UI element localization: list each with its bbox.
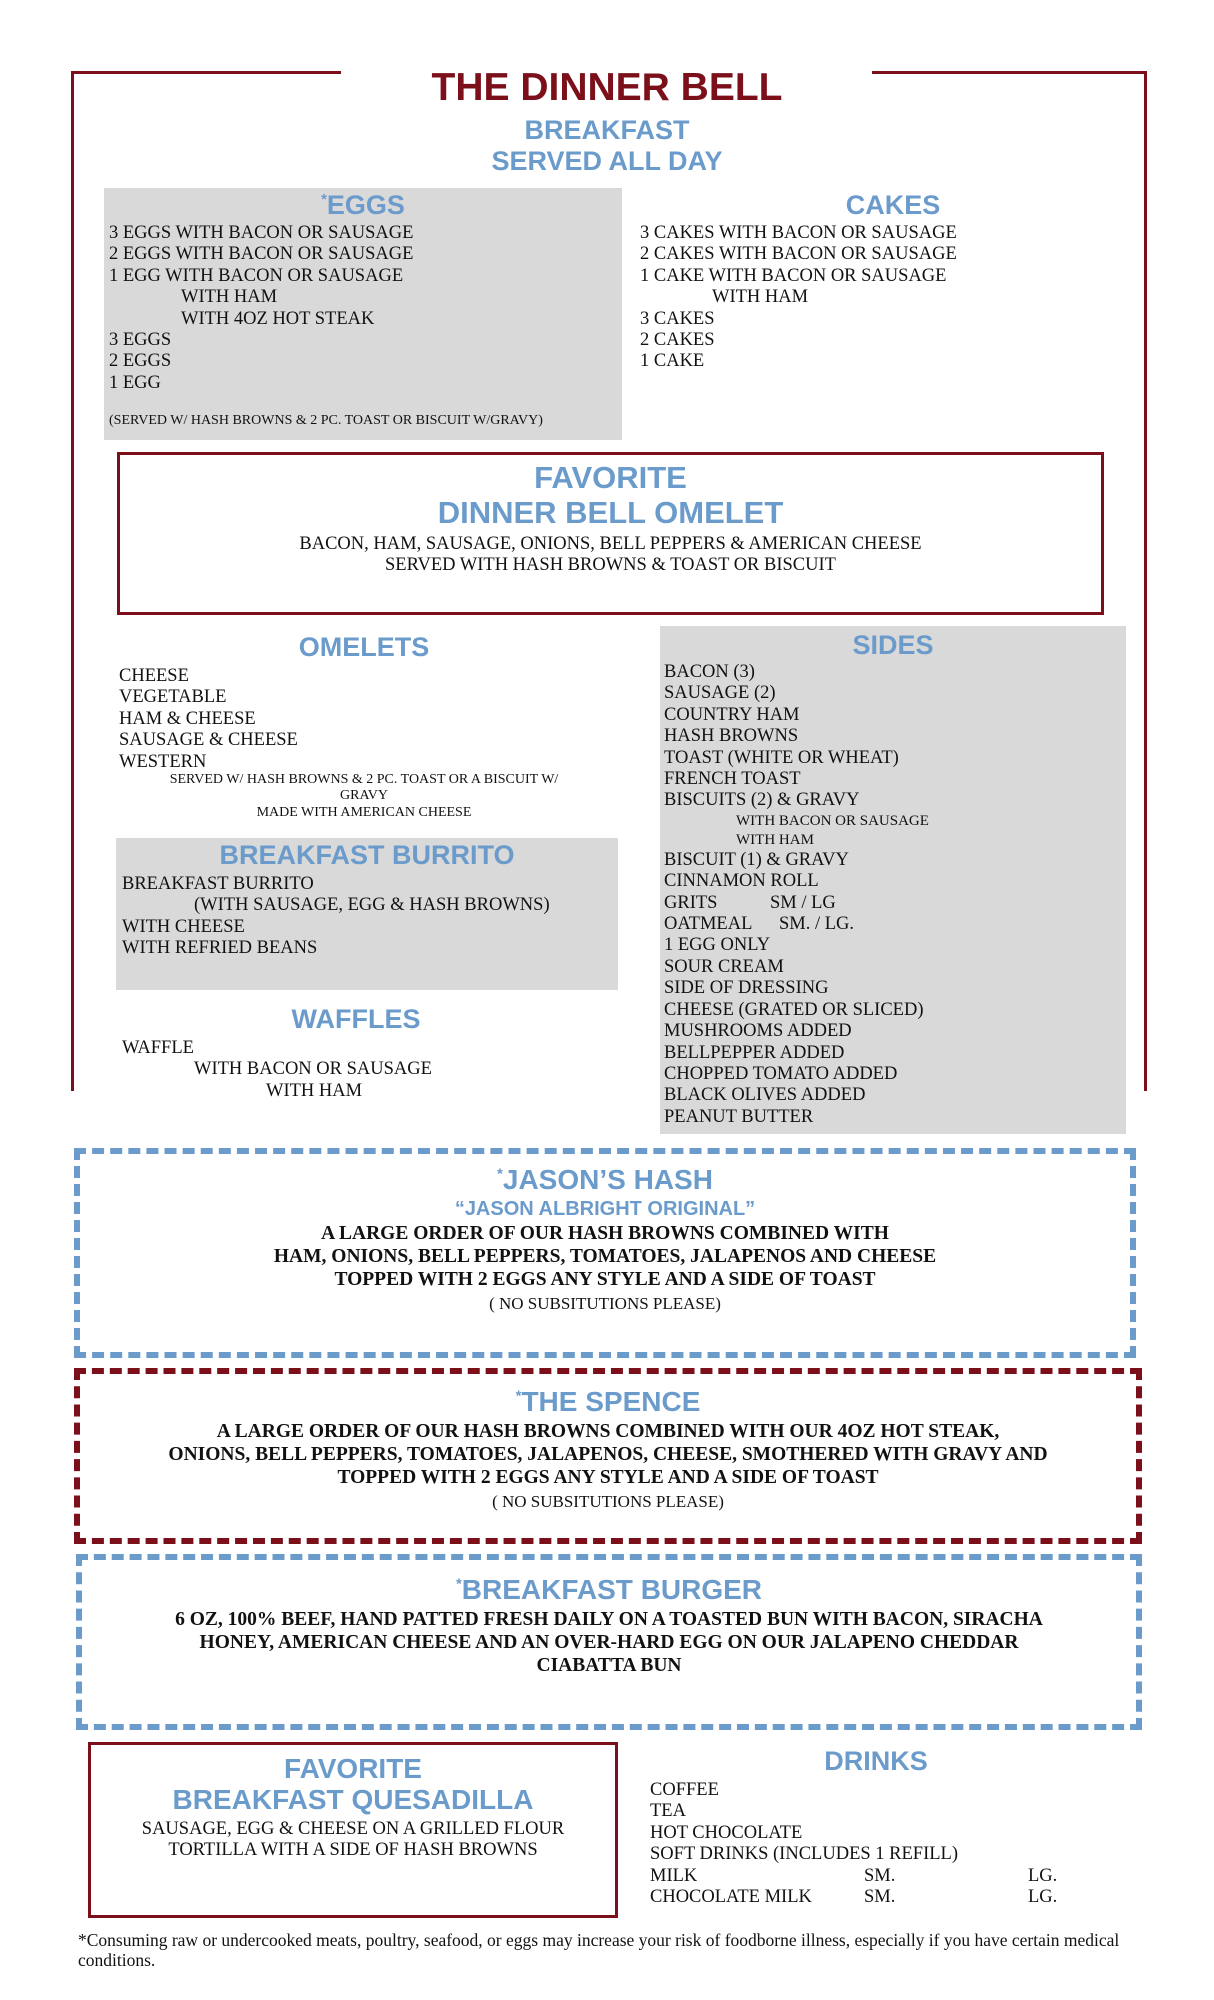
omelets-list <box>119 666 298 773</box>
list-item: HAM & CHEESE <box>119 708 256 729</box>
omelets-note1: SERVED W/ HASH BROWNS & 2 PC. TOAST OR A BISCUIT W/ <box>169 772 559 787</box>
list-item: WESTERN <box>119 751 207 772</box>
desc-line: TOPPED WITH 2 EGGS ANY STYLE AND A SIDE OF TOAST <box>337 1467 879 1488</box>
list-item: CINNAMON ROLL <box>664 871 819 892</box>
subtitle-breakfast: BREAKFAST <box>524 115 690 145</box>
omelets-note3: MADE WITH AMERICAN CHEESE <box>256 805 472 820</box>
list-item: WITH HAM <box>736 831 814 848</box>
list-item: (WITH SAUSAGE, EGG & HASH BROWNS) <box>194 895 550 916</box>
choc-milk-label: CHOCOLATE MILK <box>650 1887 812 1908</box>
favorite-omelet-box <box>117 452 1104 615</box>
waffles-heading: WAFFLES <box>291 1004 421 1034</box>
list-item: WITH BACON OR SAUSAGE <box>194 1059 432 1080</box>
spence-note: ( NO SUBSITUTIONS PLEASE) <box>492 1492 724 1511</box>
burrito-list <box>122 874 550 960</box>
list-item: SAUSAGE (2) <box>664 683 776 704</box>
burger-star: * <box>455 1575 462 1593</box>
burger-desc <box>82 1608 1136 1677</box>
jasons-hash-star: * <box>497 1165 503 1183</box>
list-item: 1 EGG ONLY <box>664 935 771 956</box>
eggs-star: * <box>321 191 327 208</box>
list-item: SOFT DRINKS (INCLUDES 1 REFILL) <box>650 1844 959 1865</box>
list-item: WITH CHEESE <box>122 916 245 937</box>
sides-section <box>660 626 1126 1134</box>
list-item: COFFEE <box>650 1780 719 1800</box>
quesadilla-title: BREAKFAST QUESADILLA <box>172 1784 534 1815</box>
list-item: WITH BACON OR SAUSAGE <box>736 812 929 829</box>
list-item: PEANUT BUTTER <box>664 1106 814 1127</box>
favorite-omelet-desc1: BACON, HAM, SAUSAGE, ONIONS, BELL PEPPERS & AMERICAN CHEESE <box>299 534 922 554</box>
list-item: FRENCH TOAST <box>664 769 801 790</box>
list-item: VEGETABLE <box>119 687 227 708</box>
desc-line: A LARGE ORDER OF OUR HASH BROWNS COMBINED WITH OUR 4OZ HOT STEAK, <box>216 1421 1000 1442</box>
jasons-hash-note: ( NO SUBSITUTIONS PLEASE) <box>489 1294 721 1313</box>
list-item: WITH HAM <box>181 287 278 308</box>
list-item <box>664 893 929 914</box>
eggs-heading <box>104 190 622 221</box>
favorite-omelet-label: FAVORITE <box>534 460 687 495</box>
choc-milk-sm: SM. <box>864 1887 896 1908</box>
list-item: CHEESE <box>119 666 189 686</box>
burger-title: BREAKFAST BURGER <box>461 1574 763 1605</box>
cakes-section <box>636 188 1150 388</box>
sides-list <box>664 662 929 1128</box>
list-item: BISCUIT (1) & GRAVY <box>664 849 849 870</box>
eggs-note: (SERVED W/ HASH BROWNS & 2 PC. TOAST OR BISCUIT W/GRAVY) <box>109 413 543 428</box>
drinks-section <box>646 1742 1166 1912</box>
list-item: BACON (3) <box>664 662 755 682</box>
list-item: BISCUITS (2) & GRAVY <box>664 790 860 811</box>
list-item: CHEESE (GRATED OR SLICED) <box>664 999 924 1020</box>
list-item <box>650 1887 1130 1908</box>
oatmeal-size: SM. / LG. <box>779 914 855 935</box>
list-item: MUSHROOMS ADDED <box>664 1021 852 1042</box>
milk-label: MILK <box>650 1865 698 1886</box>
list-item: HASH BROWNS <box>664 726 799 747</box>
list-item: 1 CAKE <box>640 351 705 372</box>
burrito-heading: BREAKFAST BURRITO <box>219 840 515 870</box>
grits-size: SM / LG <box>770 892 836 913</box>
favorite-omelet-desc2: SERVED WITH HASH BROWNS & TOAST OR BISCUIT <box>385 555 836 575</box>
sides-heading: SIDES <box>852 630 934 660</box>
disclaimer: *Consuming raw or undercooked meats, poultry, seafood, or eggs may increase your risk of foodborne illness, especially if you have certain medical conditions. <box>78 1930 1120 1970</box>
list-item: CHOPPED TOMATO ADDED <box>664 1063 898 1084</box>
jasons-hash-desc <box>80 1222 1130 1291</box>
quesadilla-desc1: SAUSAGE, EGG & CHEESE ON A GRILLED FLOUR <box>141 1819 565 1839</box>
milk-sm: SM. <box>864 1865 896 1886</box>
jasons-hash-heading <box>80 1164 1130 1196</box>
quesadilla-desc2: TORTILLA WITH A SIDE OF HASH BROWNS <box>168 1840 538 1860</box>
desc-line: A LARGE ORDER OF OUR HASH BROWNS COMBINED WITH <box>321 1223 889 1244</box>
jasons-hash-title: JASON’S HASH <box>502 1164 713 1195</box>
quesadilla-box <box>88 1742 618 1918</box>
page-title: THE DINNER BELL <box>431 66 783 109</box>
spence-box <box>74 1368 1142 1544</box>
list-item: 2 CAKES WITH BACON OR SAUSAGE <box>640 244 957 265</box>
quesadilla-label: FAVORITE <box>284 1753 422 1784</box>
oatmeal-label: OATMEAL <box>664 914 753 935</box>
eggs-list <box>109 223 413 394</box>
list-item: 1 EGG <box>109 372 161 393</box>
list-item: COUNTRY HAM <box>664 704 800 725</box>
list-item: WITH REFRIED BEANS <box>122 938 318 959</box>
burrito-section <box>116 838 618 990</box>
list-item: 1 EGG WITH BACON OR SAUSAGE <box>109 265 404 286</box>
jasons-hash-box <box>74 1148 1136 1358</box>
list-item: 1 CAKE WITH BACON OR SAUSAGE <box>640 265 947 286</box>
waffles-list <box>122 1038 432 1102</box>
omelets-heading: OMELETS <box>298 632 430 662</box>
choc-milk-lg: LG. <box>1028 1887 1058 1908</box>
list-item <box>664 914 929 935</box>
list-item: TEA <box>650 1801 686 1822</box>
list-item: TOAST (WHITE OR WHEAT) <box>664 747 899 768</box>
list-item <box>650 1866 1130 1887</box>
list-item: WITH HAM <box>266 1080 363 1101</box>
desc-line: HONEY, AMERICAN CHEESE AND AN OVER-HARD EGG ON OUR JALAPENO CHEDDAR <box>199 1632 1019 1653</box>
drinks-heading: DRINKS <box>824 1746 928 1776</box>
list-item: SAUSAGE & CHEESE <box>119 730 298 751</box>
burger-heading <box>82 1574 1136 1606</box>
list-item: SIDE OF DRESSING <box>664 978 829 999</box>
list-item: 3 CAKES WITH BACON OR SAUSAGE <box>640 223 957 243</box>
eggs-title: EGGS <box>326 190 405 220</box>
list-item: 3 EGGS WITH BACON OR SAUSAGE <box>109 223 414 243</box>
desc-line: CIABATTA BUN <box>536 1655 682 1676</box>
list-item: SOUR CREAM <box>664 956 784 977</box>
list-item: 2 EGGS <box>109 351 172 372</box>
list-item: 3 EGGS <box>109 330 172 351</box>
spence-star: * <box>515 1387 522 1405</box>
list-item: WAFFLE <box>122 1038 194 1058</box>
desc-line: HAM, ONIONS, BELL PEPPERS, TOMATOES, JALAPENOS AND CHEESE <box>273 1246 937 1267</box>
omelets-section <box>114 628 614 828</box>
cakes-heading: CAKES <box>845 190 941 220</box>
spence-heading <box>80 1386 1136 1418</box>
spence-title: THE SPENCE <box>521 1386 701 1417</box>
milk-lg: LG. <box>1028 1865 1058 1886</box>
list-item: 2 EGGS WITH BACON OR SAUSAGE <box>109 244 414 265</box>
burger-box <box>76 1554 1142 1730</box>
drinks-list <box>650 1780 1130 1908</box>
frame-left <box>71 71 74 1091</box>
subtitle-served-all-day: SERVED ALL DAY <box>491 146 723 176</box>
desc-line: 6 OZ, 100% BEEF, HAND PATTED FRESH DAILY ON A TOASTED BUN WITH BACON, SIRACHA <box>175 1609 1043 1630</box>
eggs-section <box>104 188 622 440</box>
desc-line: TOPPED WITH 2 EGGS ANY STYLE AND A SIDE OF TOAST <box>334 1269 876 1290</box>
list-item: BELLPEPPER ADDED <box>664 1042 845 1063</box>
list-item: WITH HAM <box>712 287 809 308</box>
list-item: HOT CHOCOLATE <box>650 1822 803 1843</box>
desc-line: ONIONS, BELL PEPPERS, TOMATOES, JALAPENOS, CHEESE, SMOTHERED WITH GRAVY AND <box>168 1444 1048 1465</box>
list-item: 3 CAKES <box>640 308 715 329</box>
list-item: 2 CAKES <box>640 330 715 351</box>
cakes-list <box>640 223 957 373</box>
grits-label: GRITS <box>664 892 718 913</box>
list-item: WITH 4OZ HOT STEAK <box>181 308 375 329</box>
favorite-omelet-title: DINNER BELL OMELET <box>437 495 784 530</box>
omelets-note2: GRAVY <box>340 788 388 803</box>
list-item: BREAKFAST BURRITO <box>122 874 314 894</box>
jasons-hash-subheading: “JASON ALBRIGHT ORIGINAL” <box>454 1198 756 1220</box>
list-item: BLACK OLIVES ADDED <box>664 1085 866 1106</box>
spence-desc <box>80 1420 1136 1489</box>
waffles-section <box>116 1000 596 1110</box>
